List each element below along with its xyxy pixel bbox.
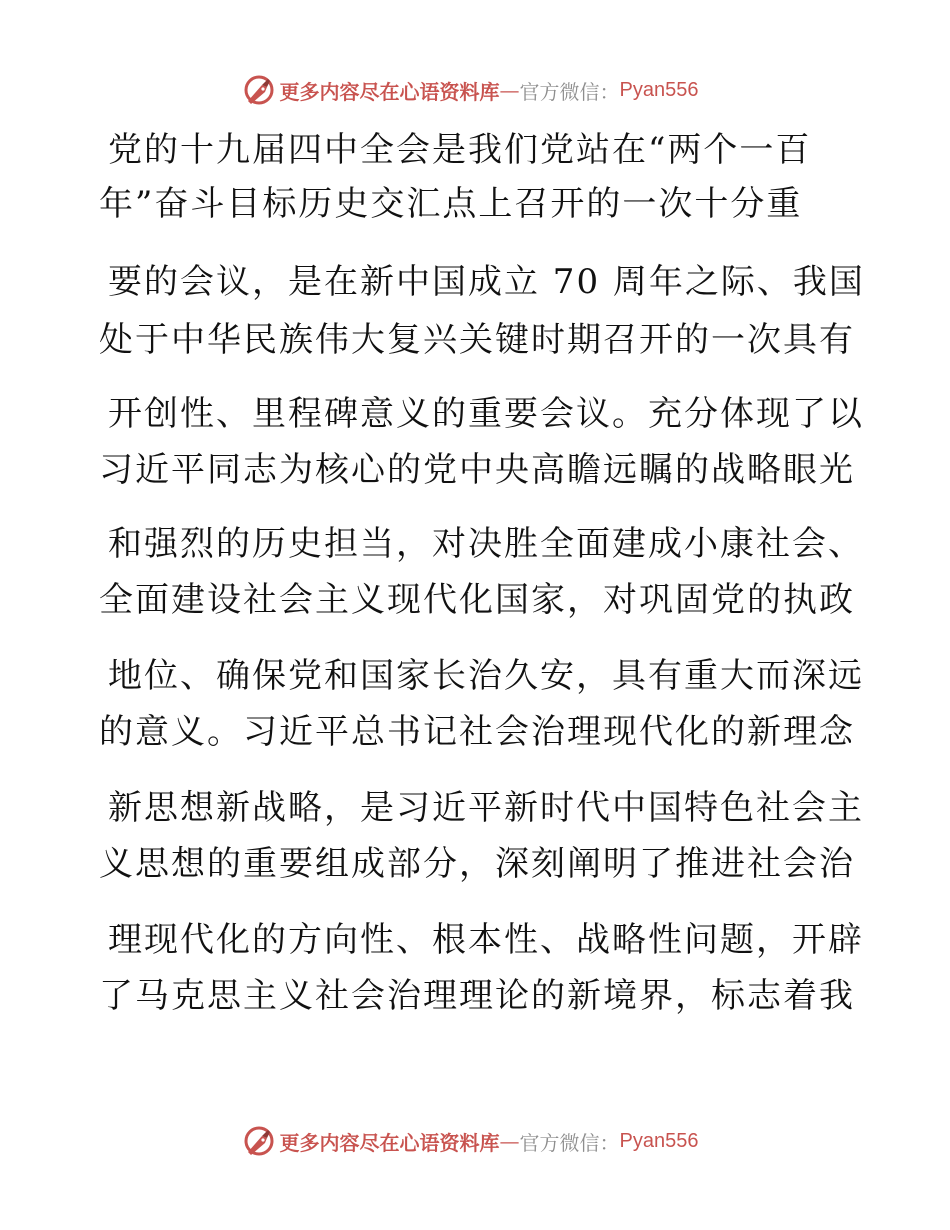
body-line-2: 年”奋斗目标历史交汇点上召开的一次十分重	[99, 184, 803, 224]
body-line-7: 和强烈的历史担当，对决胜全面建成小康社会、	[108, 524, 864, 564]
banner-handle: Pyan556	[619, 78, 699, 101]
pen-nib-logo-icon	[242, 73, 276, 107]
body-line-9: 地位、确保党和国家长治久安，具有重大而深远	[108, 656, 864, 696]
body-line-5: 开创性、里程碑意义的重要会议。充分体现了以	[108, 394, 864, 434]
body-line-4: 处于中华民族伟大复兴关键时期召开的一次具有	[99, 320, 855, 360]
banner-official-label: 官方微信：	[519, 1130, 620, 1155]
body-line-8: 全面建设社会主义现代化国家，对巩固党的执政	[99, 580, 855, 620]
body-line-12: 义思想的重要组成部分，深刻阐明了推进社会治	[99, 844, 855, 884]
body-line-10: 的意义。习近平总书记社会治理现代化的新理念	[99, 712, 855, 752]
banner-site-text: 更多内容尽在心语资料库	[279, 1130, 500, 1155]
banner-dash: —	[499, 78, 520, 102]
banner-site-text: 更多内容尽在心语资料库	[279, 79, 500, 104]
body-line-13: 理现代化的方向性、根本性、战略性问题，开辟	[108, 920, 864, 960]
pen-nib-logo-icon	[242, 1124, 276, 1158]
body-line-3: 要的会议，是在新中国成立 70 周年之际、我国	[108, 262, 865, 302]
footer-banner	[0, 1121, 950, 1161]
body-line-6: 习近平同志为核心的党中央高瞻远瞩的战略眼光	[99, 450, 855, 490]
body-line-14: 了马克思主义社会治理理论的新境界，标志着我	[99, 976, 855, 1016]
body-line-11: 新思想新战略，是习近平新时代中国特色社会主	[108, 788, 864, 828]
banner-official-label: 官方微信：	[519, 79, 620, 104]
banner-handle: Pyan556	[619, 1129, 699, 1152]
header-banner	[0, 70, 950, 110]
body-line-1: 党的十九届四中全会是我们党站在“两个一百	[108, 130, 812, 170]
banner-dash: —	[499, 1129, 520, 1153]
